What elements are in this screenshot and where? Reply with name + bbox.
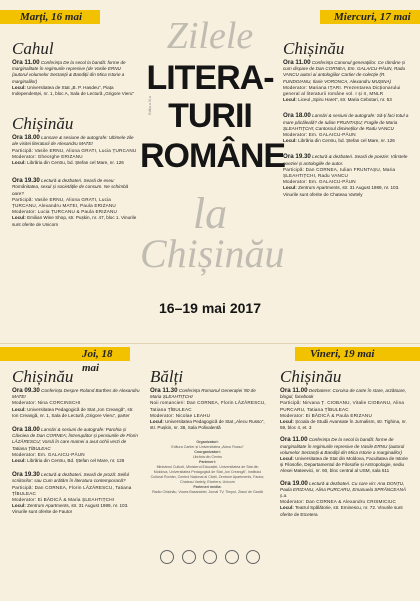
title-la: la: [192, 189, 228, 238]
location-text: Zentrum Apartments, str. 31 August 1989, nr. 103. Vinurile sunt oferite de Chateau Vartely: [283, 185, 400, 197]
day-header-wednesday: Miercuri, 17 mai: [320, 10, 420, 24]
event-description: Conferința Canonul generațiilor. Ce rămâne și cum dispare de Dan CORNEA, Em. GALAICU-PĂUN, Radu VANCU autori ai antologiilor Cartier de colecție (R. FUNDOIANU, Ilarie VORONCA, Alexandru MUȘINA): [283, 60, 406, 84]
event-description: Conferința Romanul Generației '80 de Maria ȘLEAHTIȚCHI: [150, 388, 256, 400]
location-text: Zentrum Apartments, str. 31 August 1989, nr. 103. Vinurile sunt oferite de Fautor: [12, 503, 129, 515]
location-text: Școala de Studii Avansate în Jurnalism, str. Tighina, nr. 59, bloc 4, et. 3: [280, 419, 407, 431]
event-time: Ora 11.00: [280, 436, 308, 444]
location-text: Universitatea Pedagogică de Stat „Alecu Russo”, str. Pușkin, nr. 38, Sala Polivalentă: [150, 419, 265, 431]
location-label: Locul:: [283, 97, 297, 103]
moderator: Moderator: Ei BĂDICĂ & Maria ȘLEAHTIȚCHI: [12, 497, 115, 503]
tuesday-column: [12, 40, 137, 233]
event: [283, 113, 411, 144]
event: [12, 472, 140, 515]
location-label: Locul:: [12, 215, 26, 221]
event-description: Conferința De la secol la bandă: forme de marginalitate în regimurile represive (de Vasile ERNU (autorul volumelor Sectanții & Bandiții din Mica Istorie a marginalilor): [12, 60, 126, 84]
event: [150, 388, 268, 431]
event: [283, 154, 411, 197]
edition-note: Ediția a III-a: [148, 96, 152, 115]
event-description: Lansări & sesiuni de autografe: Să-ți faci totul a mare păcăleală? de Iulian FRUNTAȘU; Fragile de Maria ȘLEAHTIȚCHI; Cantossul dimineților de Radu VANCU: [283, 113, 409, 131]
event-time: Ora 18.00: [12, 134, 40, 142]
partner-logos: [160, 550, 260, 564]
location-text: Liceul „Spiru Haret”, str. Maria Cebotari, nr. 53: [298, 97, 392, 103]
participants: Participă: Vasile ERNU, Aliona GRATI, Lucia ȚURCANU: [12, 147, 137, 153]
event-time: Ora 18.00: [283, 112, 311, 120]
location-label: Locul:: [280, 505, 294, 511]
city-title: Chișinău: [12, 367, 74, 386]
participants: Participă: Dan CORNEA, Iulian FRUNTAȘU, Maria ȘLEAHTIȚCHI, Radu VANCU: [283, 166, 396, 179]
balti-column: [150, 368, 268, 436]
moderator: Moderator: Dan CORNEA & Alexandru CRISMICIUC: [280, 499, 397, 505]
partner-logo: [160, 550, 174, 564]
title-zilele: Zilele: [166, 15, 254, 57]
partner-logo: [203, 550, 217, 564]
location-label: Locul:: [12, 503, 26, 509]
event-time: Ora 19.30: [12, 471, 40, 479]
city-title: Chișinău: [280, 367, 342, 386]
moderator: Moderator: Nicolae LEAHU: [150, 412, 211, 418]
city-title: Chișinău: [12, 114, 74, 134]
location-text: Emilian Wine Shop, str. Pușkin, nr. 47, bloc 1. Vinurile sunt oferite de Unicorn: [12, 215, 137, 227]
media-partners-text: Radio Chișinău, Vocea Basarabiei, Jurnal TV, Timpul, Ziarul de Gardă: [152, 490, 263, 494]
moderator: Moderator: Ei BĂDICĂ & Paula ERIZANU: [280, 412, 372, 418]
thursday-column: [12, 368, 140, 521]
event: [280, 437, 412, 474]
participants: Participă: Dan CORNEA, Florin LĂZĂRESCU, Tatiana ȚÎBULEAC: [12, 484, 132, 496]
location-text: Universitatea Pedagogică de Stat „Ion Creangă”, str. Ion Creangă, nr. 1, Sala de Lectură „Grigore Vieru”, parter: [12, 406, 134, 418]
event-description: Dezbatere: Coroisa de carte în stare, arzătoare, blogul, facebook: [280, 388, 407, 400]
coorganizers-text: Librăria din Centru: [192, 455, 223, 459]
event: [280, 481, 412, 518]
event-time: Ora 09.30: [12, 387, 40, 394]
event-description: Conferința De la secol la bandă: forme de marginalitate în regimurile represive de Vasile ERNU (autorul volumelor Sectanții & Bandiții din Mica Istorie a marginalilor): [280, 437, 405, 455]
event-time: Ora 18.00: [12, 426, 40, 434]
location-label: Locul:: [283, 185, 297, 191]
section-divider: [0, 343, 420, 344]
city-title: Chișinău: [283, 39, 345, 58]
moderator: Moderator: Mariana IȚARI. Prezentarea Dicționarului general al literaturii române vol. I și II, MNLR: [283, 84, 401, 97]
title-line-1: LITERA-: [146, 59, 274, 97]
location-text: Librăria din Centru, Bd. Ștefan cel Mare, nr. 126: [27, 458, 125, 464]
day-header-thursday: Joi, 18 mai: [0, 347, 130, 361]
moderator: Moderator: Em. GALAICU-PĂUN: [283, 132, 356, 138]
participants: Noii romancieri: Dan CORNEA, Florin LĂZĂRESCU, Tatiana ȚÎBULEAC: [150, 400, 266, 412]
location-label: Locul:: [283, 138, 297, 144]
event-description: Lectură & dezbateri. Seară de proză: Seiful scriitorilor: sau Cum arătăm în literatura contemporană?: [12, 472, 130, 484]
moderator: Moderator: Em. GALAICU-PĂUN: [283, 179, 356, 185]
title-line-2: TURII: [168, 97, 252, 135]
festival-dates: 16–19 mai 2017: [159, 300, 261, 316]
city-title: Bălți: [150, 367, 184, 386]
coorganizers-heading: Coorganizatori:: [194, 450, 221, 454]
partner-logo: [225, 550, 239, 564]
event-description: Lansări & sesiuni de autografe: Parohia și Căvoiea de Dan CORNEA; Întrerupător și pensiunile de Florin LĂZĂRESCU; Varsă în care mamei a avut ochii verzi de Tatiana ȚÎBULEAC: [12, 427, 138, 451]
partner-logo: [182, 550, 196, 564]
location-label: Locul:: [150, 419, 164, 425]
location-label: Locul:: [280, 419, 294, 425]
moderator: Moderator: Nina CORCINSCHI: [12, 400, 81, 406]
event: [280, 388, 412, 431]
location-text: Universitatea de Stat „B. P. Hasdeu”, Piața Independenței, nr. 1, bloc A, Sala de Lectură „Grigore Vieru”: [12, 84, 134, 97]
event-description: Lectură & dezbateri. Seară de poezie: Vârstele poeziei și antologiile de autor.: [283, 154, 408, 166]
event-time: Ora 11.00: [280, 387, 308, 394]
festival-title: [140, 0, 286, 340]
location-label: Locul:: [12, 160, 26, 166]
location-label: Locul:: [12, 458, 26, 464]
organizers-heading: Organizatori:: [196, 440, 219, 444]
moderator: Moderator: Gheorghe ERIZANU: [12, 153, 83, 159]
media-partners-heading: Parteneri media:: [193, 485, 222, 489]
event-time: Ora 19.30: [12, 177, 40, 185]
participants: Participă: Nirvana Ț. CIOBANU, Vitalie CIOBANU, Alina PURCARU, Tatiana ȚÎBULEAC: [280, 400, 405, 412]
wednesday-column: [283, 40, 411, 203]
event-time: Ora 19.00: [280, 479, 308, 487]
participants: Participă: Vasile ERNU, Aliona GRATI, Lucia ȚURCANU, Alexandru MATEI, Paula ERIZANU: [12, 196, 116, 209]
event: [12, 427, 140, 464]
event-time: Ora 11.00: [283, 59, 311, 66]
location-label: Locul:: [12, 84, 26, 90]
event: [283, 60, 411, 103]
organizers-text: Editura Cartier și Universitatea „Alecu Russo”: [171, 445, 244, 449]
location-label: Locul:: [12, 406, 26, 412]
partners-text: Ministerul Culturii, Ministerul Educației, Universitatea de Stat din Moldova, Universitatea Pedagogică de Stat „Ion Creangă”, Institutul Cultural Român, Centrul Național al Cărții, Zentrum Apartments, Fautor, Chateau Vartely, Etcetera, Unicorn: [150, 465, 265, 484]
location-text: Teatrul Spălătorie, str. Eminescu, nr. 72. Vinurile sunt oferite de Etcetera: [280, 505, 403, 517]
event-time: Ora 19.30: [283, 153, 311, 161]
day-header-friday: Vineri, 19 mai: [295, 347, 420, 361]
moderator: Moderator: Lucia ȚURCANU & Paula ERIZANU: [12, 209, 118, 215]
event: [12, 178, 137, 228]
location-text: Librăria din Centru, bd. Ștefan cel Mare, nr. 126: [298, 138, 395, 144]
title-line-3: ROMÂNE: [140, 137, 286, 175]
event-description: Lansare & sesiune de autografe: Ultimele zile ale visitei literaturii de Alexandru MATEI: [12, 135, 134, 147]
location-label: Locul:: [280, 456, 294, 462]
city-title: Cahul: [12, 39, 54, 58]
event-time: Ora 11.30: [150, 387, 178, 394]
organizers-block: [150, 440, 265, 495]
event: [12, 135, 137, 166]
event-description: Lectură & dezbateri. Seară de eseu: Românitatea, sexul și societățile de consum. Ne schimbă oare?: [12, 178, 129, 196]
location-text: Universitatea de Stat din Moldova, Facultatea de Istorie și Filosofie, Departamentul de Filosofie și Antropologie, sediu Alexei Mateevici, nr. 60, bloc central al USM, sala 511: [280, 456, 408, 474]
friday-column: [280, 368, 412, 523]
event: [12, 60, 137, 97]
event-description: Lectură & dezbateri. Cu care vin: Ana DONȚU, Paula ERIZANU, Alina PURCARU, Emanuela SPRÂNCEANĂ ș.a.: [280, 480, 406, 499]
day-header-tuesday: Marți, 16 mai: [0, 10, 100, 24]
event-description: Conferința Despre Roland Barthes de Alexandru MATEI: [12, 388, 140, 400]
event-time: Ora 11.00: [12, 59, 40, 66]
moderator: Moderator: Em. GALAICU-PĂUN: [12, 451, 85, 457]
partner-logo: [246, 550, 260, 564]
partners-heading: Parteneri:: [199, 460, 216, 464]
event: [12, 388, 140, 419]
title-chisinau: Chișinău: [140, 231, 285, 276]
location-text: Librăria din Centru, bd. Ștefan cel Mare, nr. 126: [27, 160, 124, 166]
